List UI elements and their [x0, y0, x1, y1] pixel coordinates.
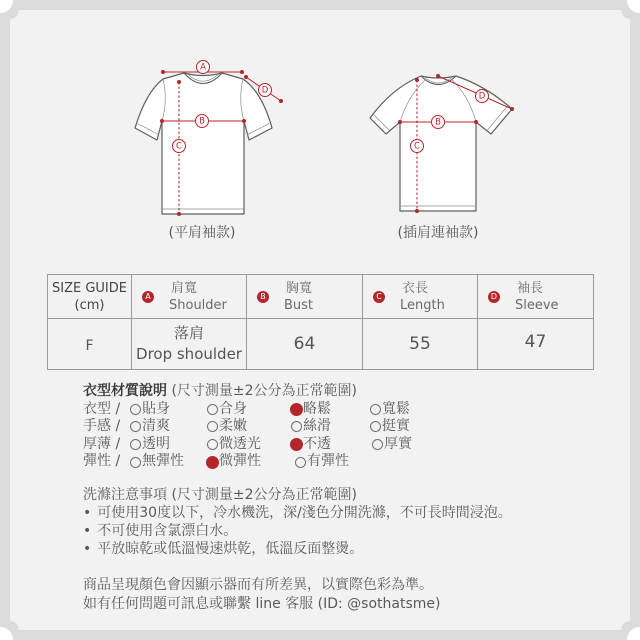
measure-dot [510, 107, 514, 111]
raglan-outline [370, 76, 512, 211]
measure-dot [436, 74, 440, 78]
option-item [130, 436, 170, 454]
letter-badge-a: A [142, 291, 154, 303]
column-header-length [363, 275, 478, 319]
label-c-marker [173, 140, 186, 153]
option-label: 略鬆 [303, 400, 331, 417]
option-radio-icon [130, 457, 141, 468]
care-heading [83, 486, 583, 504]
column-zh-label: 衣長 [402, 280, 429, 296]
shoulder-cell [132, 319, 247, 370]
measure-dot [279, 99, 283, 103]
column-header-text [400, 280, 445, 314]
column-header-shoulder [132, 275, 247, 319]
option-radio-icon [207, 421, 218, 432]
column-en-label: Bust [284, 297, 314, 313]
material-row-feel [83, 418, 563, 436]
option-item [207, 418, 247, 436]
letter-badge-d: D [488, 291, 500, 303]
column-header-content [132, 280, 246, 314]
garment-diagrams [0, 0, 640, 250]
option-radio-icon [291, 421, 302, 432]
list-item: • 平放晾乾或低溫慢速烘乾，低溫反面整燙。 [83, 540, 583, 558]
column-header-bust [247, 275, 363, 319]
list-item: • 不可使用含氯漂白水。 [83, 522, 583, 540]
option-item [295, 453, 349, 471]
option-item [207, 453, 261, 471]
bust-value: 64 [293, 334, 316, 354]
label-b-marker [196, 115, 209, 128]
label-letter: C [414, 141, 420, 152]
care-section [83, 486, 583, 558]
option-item [291, 401, 331, 419]
letter-badge-c: C [373, 291, 385, 303]
option-label: 貼身 [142, 400, 170, 417]
contact-note: 如有任何問題可訊息或聯繫 line 客服 (ID: @sothatsme) [83, 595, 441, 612]
tee-outline [135, 73, 272, 214]
option-item [372, 436, 412, 454]
label-d-marker [259, 84, 272, 97]
sleeve-cell [478, 319, 594, 370]
shoulder-en-value: Drop shoulder [136, 345, 242, 363]
column-zh-label: 袖長 [517, 280, 544, 296]
label-letter: D [261, 85, 269, 96]
measure-dot [244, 75, 248, 79]
column-header-sleeve [478, 275, 594, 319]
label-c-marker [411, 140, 424, 153]
label-letter: D [478, 91, 486, 102]
footer-notes [83, 576, 583, 614]
option-label: 透明 [142, 435, 170, 452]
care-note: (尺寸測量±2公分為正常範圍) [171, 487, 358, 503]
size-value: F [85, 337, 94, 354]
raglan-tee-diagram [370, 74, 514, 213]
table-row [48, 319, 594, 370]
option-item [370, 418, 410, 436]
option-label: 清爽 [142, 418, 170, 435]
label-letter: A [200, 62, 206, 73]
bust-cell [247, 319, 363, 370]
option-label: 微透光 [219, 435, 261, 452]
option-label: 柔嫩 [219, 418, 247, 435]
option-radio-icon [130, 421, 141, 432]
measure-dot [242, 119, 246, 123]
care-title: 洗滌注意事項 [83, 487, 167, 503]
column-header-text [515, 280, 559, 314]
measure-dot [474, 120, 478, 124]
flat-shoulder-tee-diagram [135, 61, 283, 217]
column-zh-label: 胸寬 [286, 280, 313, 296]
size-guide-table [47, 274, 594, 370]
option-label: 有彈性 [307, 453, 349, 470]
list-item: • 可使用30度以下，冷水機洗，深/淺色分開洗滌，不可長時間浸泡。 [83, 504, 583, 522]
option-label: 挺實 [382, 418, 410, 435]
length-cell [363, 319, 478, 370]
material-row-fit [83, 401, 563, 419]
option-label: 厚實 [384, 435, 412, 452]
option-label: 微彈性 [219, 453, 261, 470]
option-radio-icon [370, 421, 381, 432]
flat-shoulder-caption: (平肩袖款) [168, 225, 236, 241]
option-label: 合身 [219, 400, 247, 417]
raglan-caption: (插肩連袖款) [397, 225, 479, 241]
size-guide-label: SIZE GUIDE [52, 280, 127, 296]
option-radio-icon [295, 457, 306, 468]
measure-dot [415, 209, 419, 213]
option-item [130, 453, 184, 471]
option-radio-icon [290, 438, 303, 451]
measure-dot [160, 119, 164, 123]
measure-dot [415, 78, 419, 82]
column-header-text [284, 280, 313, 314]
label-letter: C [176, 141, 182, 152]
column-header-content [363, 280, 477, 314]
material-row-thickness [83, 436, 563, 454]
length-value: 55 [409, 334, 431, 354]
sleeve-value: 47 [524, 332, 547, 352]
label-letter: B [435, 117, 441, 128]
option-radio-icon [130, 404, 141, 415]
unit-label: (cm) [74, 297, 105, 313]
option-label: 不透 [303, 435, 331, 452]
measure-dot [177, 80, 181, 84]
measure-dot [177, 212, 181, 216]
material-title: 衣型材質說明 [83, 383, 167, 399]
option-item [291, 436, 331, 454]
measure-dot [240, 70, 244, 74]
material-note: (尺寸測量±2公分為正常範圍) [171, 383, 358, 399]
shoulder-zh-value: 落肩 [173, 324, 204, 342]
option-item [291, 418, 331, 436]
size-guide-corner-cell [48, 275, 132, 319]
material-row-label: 厚薄 / [83, 435, 121, 452]
option-item [130, 401, 170, 419]
column-en-label: Length [400, 297, 445, 313]
column-zh-label: 肩寬 [171, 280, 198, 296]
column-en-label: Shoulder [169, 297, 227, 313]
option-item [130, 418, 170, 436]
option-radio-icon [206, 456, 219, 469]
material-row-label: 手感 / [83, 418, 121, 435]
column-header-text [169, 280, 227, 314]
option-label: 絲滑 [303, 418, 331, 435]
measure-dot [398, 120, 402, 124]
label-d-marker [476, 90, 489, 103]
label-a-marker [197, 61, 210, 74]
measure-dot [161, 70, 165, 74]
option-radio-icon [207, 404, 218, 415]
material-section [83, 383, 563, 471]
option-item [207, 436, 261, 454]
color-disclaimer: 商品呈現顏色會因顯示器而有所差異，以實際色彩為準。 [83, 576, 433, 593]
material-row-label: 彈性 / [83, 453, 121, 470]
option-item [370, 401, 410, 419]
option-label: 寬鬆 [382, 400, 410, 417]
label-letter: B [199, 116, 205, 127]
option-radio-icon [207, 439, 218, 450]
letter-badge-b: B [257, 291, 269, 303]
material-row-stretch [83, 453, 563, 471]
option-label: 無彈性 [142, 453, 184, 470]
column-header-content [478, 280, 593, 314]
column-header-content [247, 280, 362, 314]
size-cell [48, 319, 132, 370]
column-en-label: Sleeve [515, 297, 559, 313]
option-radio-icon [130, 439, 141, 450]
material-row-label: 衣型 / [83, 400, 121, 417]
table-header-row [48, 275, 594, 319]
material-heading [83, 383, 563, 401]
label-b-marker [432, 116, 445, 129]
option-radio-icon [372, 439, 383, 450]
option-item [207, 401, 247, 419]
option-radio-icon [290, 403, 303, 416]
option-radio-icon [370, 404, 381, 415]
